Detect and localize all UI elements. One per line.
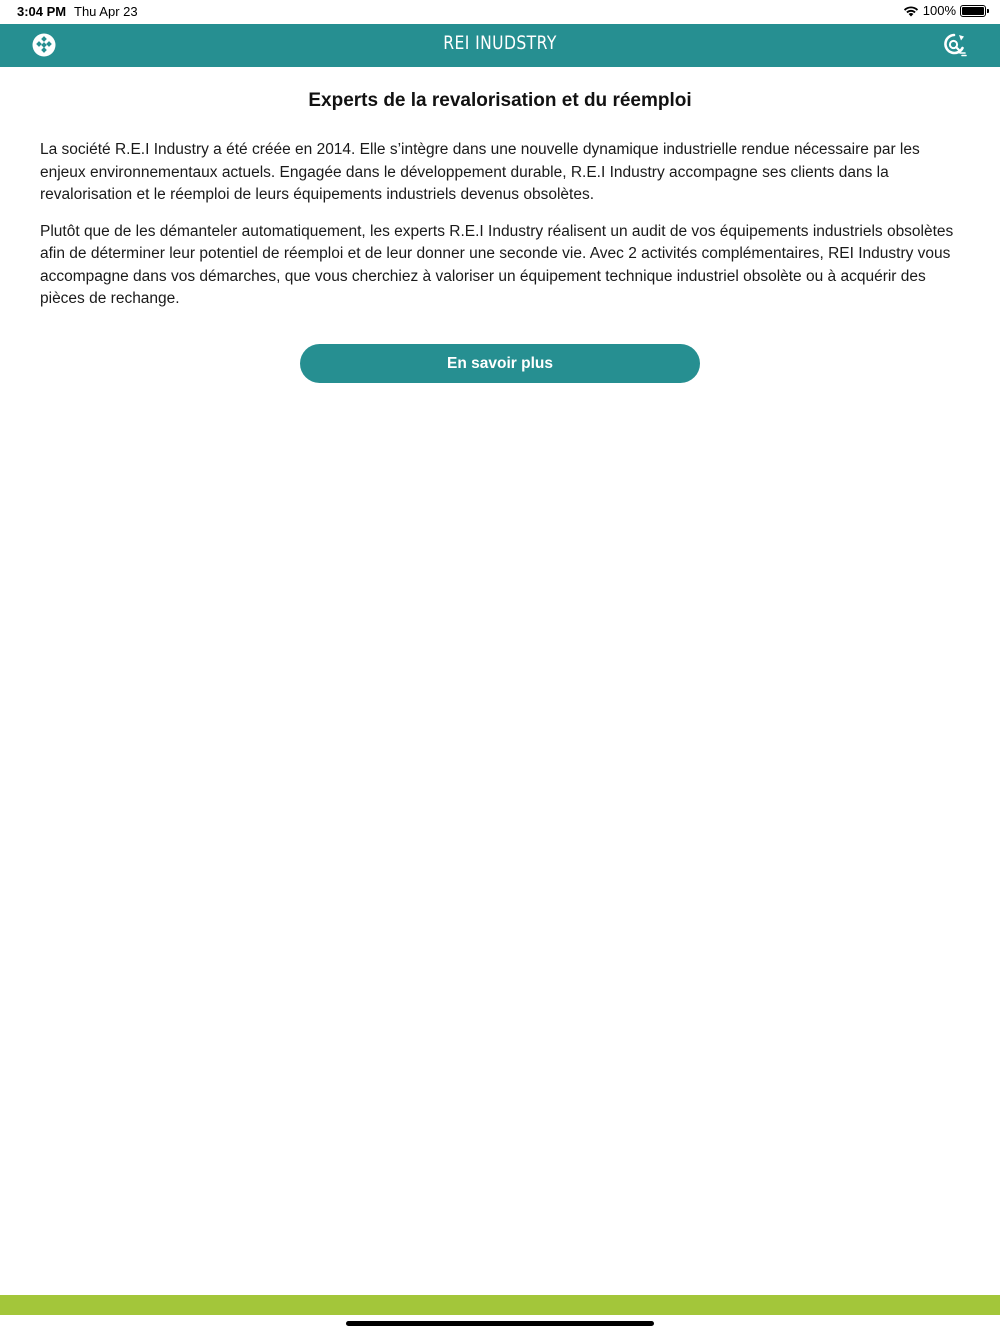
learn-more-button[interactable]: En savoir plus — [300, 344, 700, 383]
intro-paragraph: La société R.E.I Industry a été créée en 2014. Elle s’intègre dans une nouvelle dynamique industrielle rendue nécessaire par les enjeux environnementaux actuels. Engagée dans le développement durable, R.E.I Industry accompagne ses clients dans la revalorisation et le réemploi de leurs équipements industriels devenus obsolètes. — [40, 141, 920, 203]
battery-percent: 100% — [922, 3, 956, 18]
app-title: REI INUDSTRY — [443, 32, 557, 54]
services-paragraph: Plutôt que de les démanteler automatiquement, les experts R.E.I Industry réalisent un audit de vos équipements industriels obsolètes afin de déterminer leur potentiel de réemploi et de leur donner une seconde vie. Avec 2 activités complémentaires, REI Industry vous accompagne dans vos démarches, que vous cherchiez à valoriser un équipement technique industriel obsolète ou à acquérir des pièces de rechange. — [40, 222, 954, 307]
nav-bar — [0, 24, 1000, 67]
battery-icon — [960, 5, 986, 17]
wifi-icon — [903, 5, 919, 17]
main-content — [40, 90, 960, 325]
refresh-search-icon[interactable] — [941, 32, 967, 58]
status-bar — [0, 0, 1000, 24]
status-time: 3:04 PM — [17, 4, 67, 19]
accent-strip — [0, 1295, 1000, 1315]
status-date: Thu Apr 23 — [74, 4, 138, 19]
status-indicators — [903, 3, 986, 18]
menu-logo-icon[interactable] — [32, 33, 56, 57]
battery-fill — [962, 7, 984, 15]
page-headline: Experts de la revalorisation et du réemploi — [308, 90, 692, 111]
home-indicator[interactable] — [346, 1321, 654, 1326]
